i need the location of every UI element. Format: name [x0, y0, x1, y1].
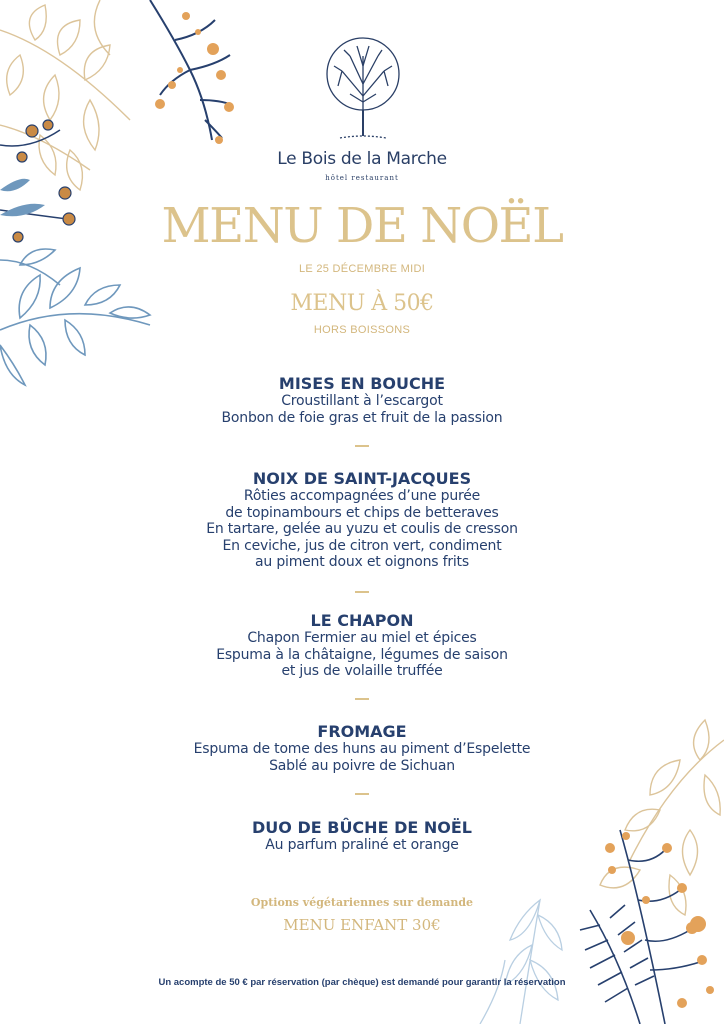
- dish-line: Bonbon de foie gras et fruit de la passion: [221, 409, 503, 426]
- dish-line: et jus de volaille truffée: [281, 663, 443, 679]
- dish-line: Croustillant à l’escargot: [281, 393, 443, 409]
- vegetarian-note: Options végétariennes sur demande: [250, 896, 474, 909]
- section-fromage: [0, 722, 724, 774]
- dish-line: Espuma à la châtaigne, légumes de saison: [216, 646, 508, 663]
- section-mises-en-bouche: [0, 374, 724, 426]
- dish-line: En tartare, gelée au yuzu et coulis de cresson: [206, 521, 518, 537]
- section-le-chapon: [0, 611, 724, 680]
- brand-name: Le Bois de la Marche: [277, 149, 447, 169]
- separator: [355, 445, 369, 447]
- separator: [355, 591, 369, 593]
- dish-line: de topinambours et chips de betteraves: [225, 504, 499, 521]
- dish-line: au piment doux et oignons frits: [255, 554, 469, 570]
- menu-price: MENU À 50€: [290, 291, 434, 316]
- separator: [355, 698, 369, 700]
- dish-line: Chapon Fermier au miel et épices: [247, 630, 477, 646]
- menu-title: MENU DE NOËL: [161, 198, 563, 254]
- brand-subtitle: hôtel restaurant: [325, 174, 399, 182]
- dish-line: Sablé au poivre de Sichuan: [269, 757, 455, 774]
- section-title: FROMAGE: [317, 722, 407, 741]
- deposit-note: Un acompte de 50 € par réservation (par chèque) est demandé pour garantir la réservation: [158, 977, 566, 988]
- dish-line: Rôties accompagnées d’une purée: [243, 488, 481, 504]
- separator: [355, 793, 369, 795]
- section-title: DUO DE BÛCHE DE NOËL: [252, 818, 472, 837]
- section-buche-de-noel: [0, 818, 724, 854]
- dish-line: En ceviche, jus de citron vert, condiment: [222, 537, 502, 554]
- section-title: LE CHAPON: [310, 611, 414, 630]
- tree-logo-icon: [322, 36, 404, 146]
- kids-menu: MENU ENFANT 30€: [283, 916, 441, 934]
- dish-line: Espuma de tome des huns au piment d’Espelette: [193, 741, 531, 757]
- section-title: NOIX DE SAINT-JACQUES: [252, 469, 472, 488]
- menu-date: LE 25 DÉCEMBRE MIDI: [298, 263, 426, 275]
- section-title: MISES EN BOUCHE: [278, 374, 446, 393]
- dish-line: Au parfum praliné et orange: [265, 837, 459, 853]
- price-note: HORS BOISSONS: [313, 324, 411, 336]
- section-noix-de-saint-jacques: [0, 469, 724, 571]
